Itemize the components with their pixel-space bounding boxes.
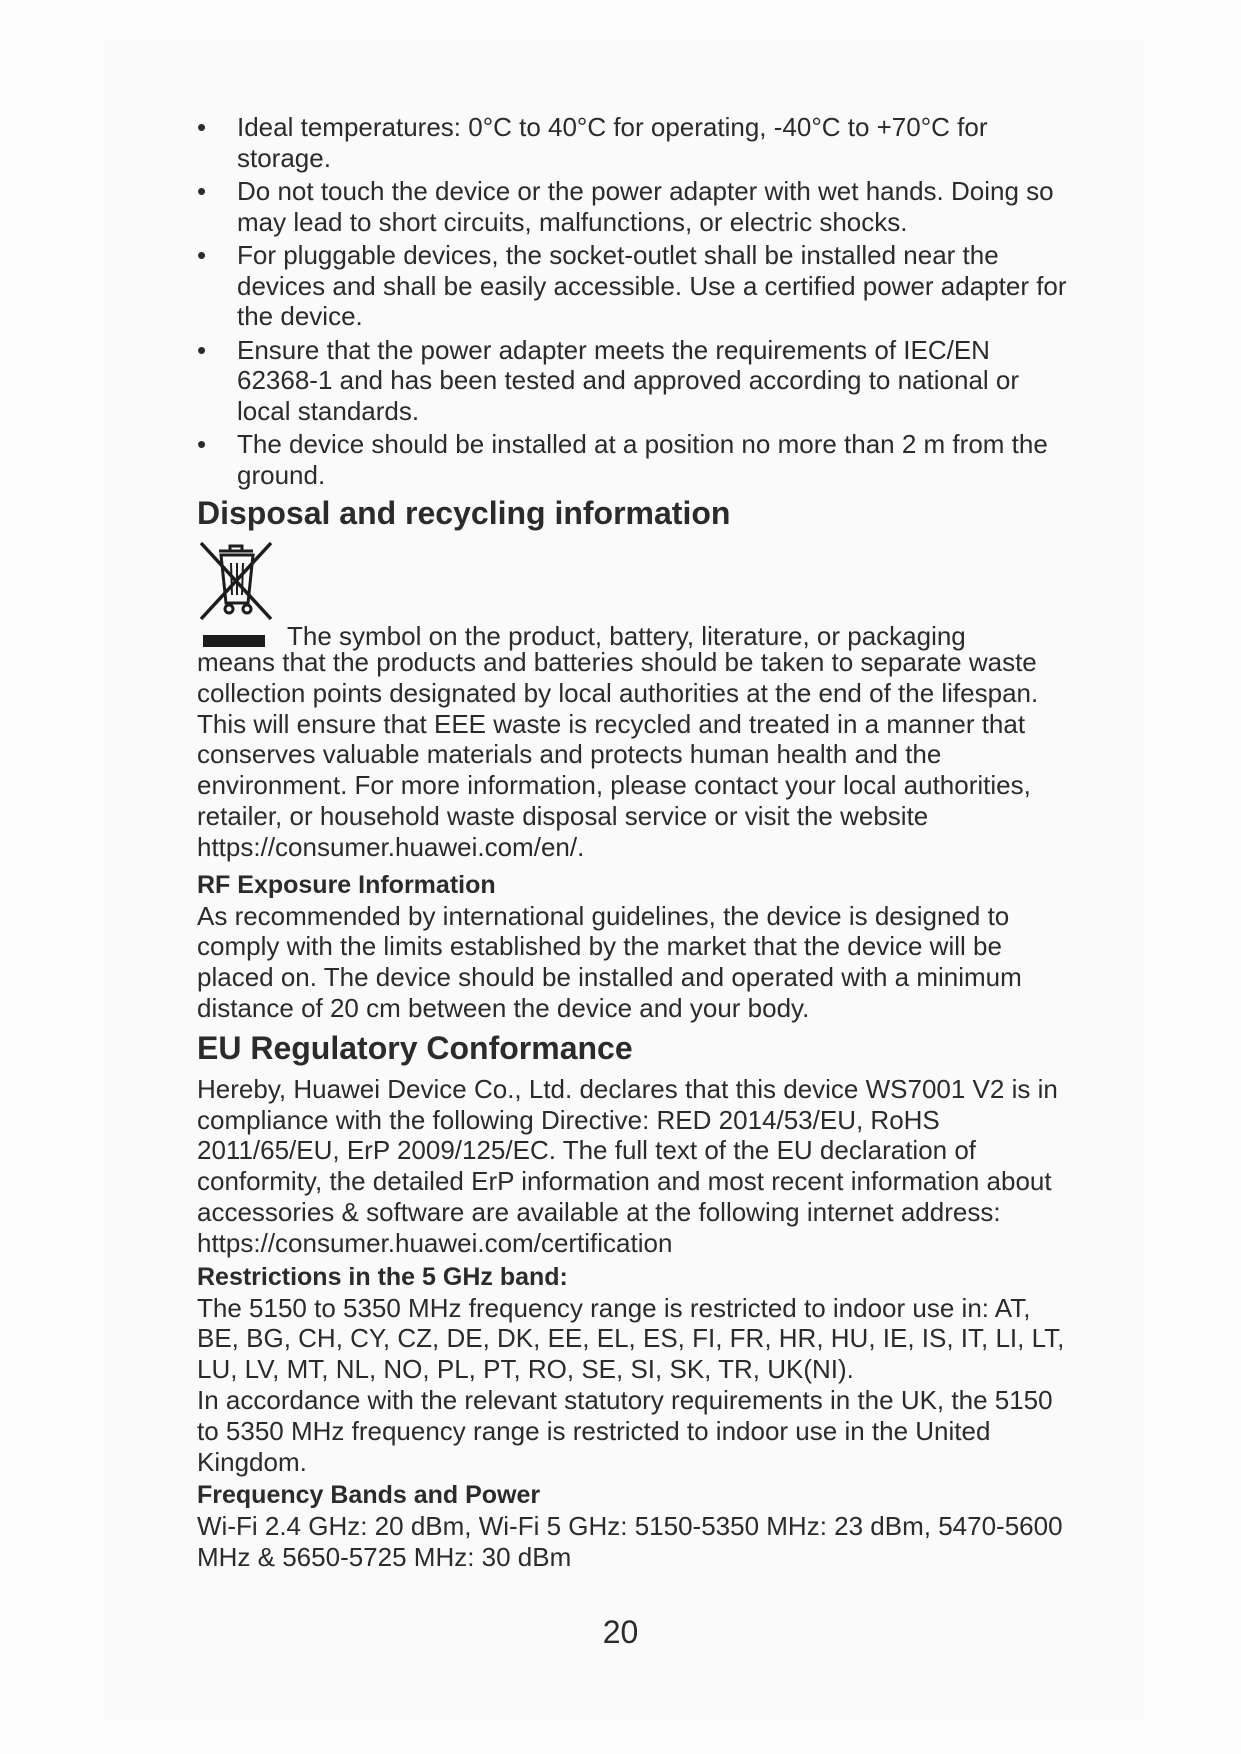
bullet-text: For pluggable devices, the socket-outlet shall be installed near the devices and shall be easily accessible. Use a certified power adapter for the device. (237, 240, 1067, 331)
bullet-item (197, 335, 1077, 427)
disposal-heading: Disposal and recycling information (197, 495, 731, 531)
bullet-item (197, 112, 1077, 173)
page-content (197, 112, 1077, 1573)
eu-conformance-body: Hereby, Huawei Device Co., Ltd. declares that this device WS7001 V2 is in compliance with the following Directive: RED 2014/53/EU, RoHS 2011/65/EU, ErP 2009/125/EC. The full text of the EU declaration of conformity, the detailed ErP information and most recent information about accessories & software are available at the following internet address: https://consumer.huawei.com/certification (197, 1073, 1058, 1258)
disposal-first-line: The symbol on the product, battery, literature, or packaging (287, 621, 966, 651)
weee-underline-bar (203, 635, 265, 647)
bullet-item (197, 429, 1077, 490)
bullet-marker: • (197, 240, 207, 270)
restrictions-body: The 5150 to 5350 MHz frequency range is restricted to indoor use in: AT, BE, BG, CH, CY, CZ, DE, DK, EE, EL, ES, FI, FR, HR, HU, IE, IS, IT, LI, LT, LU, LV, MT, NL, NO, PL, PT, RO, SE, SI, SK, TR, UK(NI). (197, 1292, 1065, 1385)
weee-symbol-block (197, 539, 1077, 651)
bullet-marker: • (197, 112, 207, 142)
bullet-text: Ensure that the power adapter meets the requirements of IEC/EN 62368-1 and has been tested and approved according to national or local standards. (237, 334, 1020, 426)
bullet-text: The device should be installed at a position no more than 2 m from the ground. (237, 429, 1048, 490)
disposal-body: means that the products and batteries should be taken to separate waste collection points designated by local authorities at the end of the lifespan. This will ensure that EEE waste is recycled and treated in a manner that conserves valuable materials and protects human health and the environment. For more information, please contact your local authorities, retailer, or household waste disposal service or visit the website https://consumer.huawei.com/en/. (197, 647, 1039, 862)
rf-exposure-body: As recommended by international guidelines, the device is designed to comply with the limits established by the market that the device will be placed on. The device should be installed and operated with a minimum distance of 20 cm between the device and your body. (197, 900, 1022, 1023)
bullet-item (197, 240, 1077, 332)
rf-exposure-heading: RF Exposure Information (197, 870, 496, 899)
bullet-item (197, 176, 1077, 237)
bullet-text: Do not touch the device or the power adapter with wet hands. Doing so may lead to short circuits, malfunctions, or electric shocks. (237, 176, 1054, 237)
uk-restriction-note: In accordance with the relevant statutory requirements in the UK, the 5150 to 5350 MHz frequency range is restricted to indoor use in the United Kingdom. (197, 1384, 1053, 1477)
bullet-text: Ideal temperatures: 0°C to 40°C for operating, -40°C to +70°C for storage. (237, 112, 988, 173)
frequency-body: Wi-Fi 2.4 GHz: 20 dBm, Wi-Fi 5 GHz: 5150-5350 MHz: 23 dBm, 5470-5600 MHz & 5650-5725 MHz: 30 dBm (197, 1511, 1063, 1573)
crossed-out-wheelie-bin-icon (197, 539, 275, 623)
frequency-heading: Frequency Bands and Power (197, 1481, 541, 1510)
bullet-marker: • (197, 334, 207, 365)
bullet-marker: • (197, 176, 207, 206)
safety-bullet-list (197, 112, 1077, 490)
restrictions-heading: Restrictions in the 5 GHz band: (197, 1262, 568, 1291)
eu-conformance-heading: EU Regulatory Conformance (197, 1029, 633, 1066)
page-number: 20 (602, 1614, 639, 1650)
bullet-marker: • (197, 429, 207, 459)
